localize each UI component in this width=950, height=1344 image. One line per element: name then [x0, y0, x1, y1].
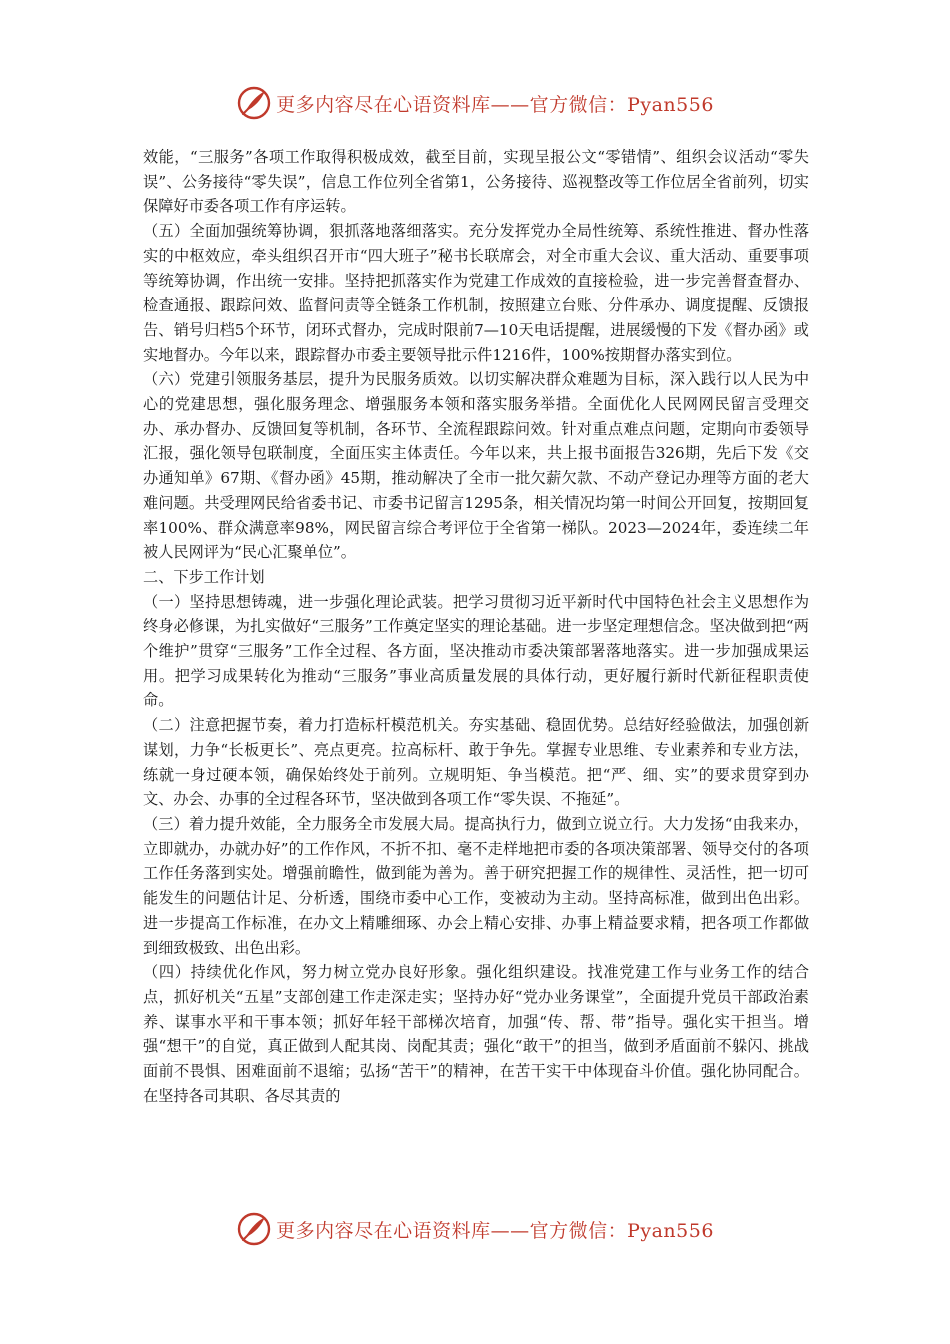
- paragraph-plan-4: （四）持续优化作风，努力树立党办良好形象。强化组织建设。找准党建工作与业务工作的结合点，抓好机关“五星”支部创建工作走深走实；坚持办好“党办业务课堂”，全面提升党员干部政治素养、谋事水平和干事本领；抓好年轻干部梯次培育，加强“传、帮、带”指导。强化实干担当。增强“想干”的自觉，真正做到人配其岗、岗配其责；强化“敢干”的担当，做到矛盾面前不躲闪、挑战面前不畏惧、困难面前不退缩；弘扬“苦干”的精神，在苦干实干中体现奋斗价值。强化协同配合。在坚持各司其职、各尽其责的: [143, 963, 809, 1105]
- paragraph-plan-2: （二）注意把握节奏，着力打造标杆模范机关。夯实基础、稳固优势。总结好经验做法，加强创新谋划，力争“长板更长”、亮点更亮。拉高标杆、敢于争先。掌握专业思维、专业素养和专业方法，练就一身过硬本领，确保始终处于前列。立规明矩、争当模范。把“严、细、实”的要求贯穿到办文、办会、办事的全过程各环节，坚决做到各项工作“零失误、不拖延”。: [143, 716, 809, 809]
- paragraph-item-5: （五）全面加强统筹协调，狠抓落地落细落实。充分发挥党办全局性统筹、系统性推进、督办性落实的中枢效应，牵头组织召开市“四大班子”秘书长联席会，对全市重大会议、重大活动、重要事项等统筹协调，作出统一安排。坚持把抓落实作为党建工作成效的直接检验，进一步完善督查督办、检查通报、跟踪问效、监督问责等全链条工作机制，按照建立台账、分件承办、调度提醒、反馈报告、销号归档5个环节，闭环式督办，完成时限前7—10天电话提醒，进展缓慢的下发《督办函》或实地督办。今年以来，跟踪督办市委主要领导批示件1216件，100%按期督办落实到位。: [143, 222, 809, 364]
- header-watermark-text: 更多内容尽在心语资料库——官方微信：Pyan556: [276, 93, 714, 116]
- paragraph-plan-3: （三）着力提升效能，全力服务全市发展大局。提高执行力，做到立说立行。大力发扬“由我来办，立即就办，办就办好”的工作作风，不折不扣、毫不走样地把市委的各项决策部署、领导交付的各项工作任务落到实处。增强前瞻性，做到能为善为。善于研究把握工作的规律性、灵活性，把一切可能发生的问题估计足、分析透，围绕市委中心工作，变被动为主动。坚持高标准，做到出色出彩。进一步提高工作标准，在办文上精雕细琢、办会上精心安排、办事上精益要求精，把各项工作都做到细致极致、出色出彩。: [143, 814, 809, 957]
- paragraph-plan-1: （一）坚持思想铸魂，进一步强化理论武装。把学习贯彻习近平新时代中国特色社会主义思想作为终身必修课，为扎实做好“三服务”工作奠定坚实的理论基础。进一步坚定理想信念。坚决做到把“两个维护”贯穿“三服务”工作全过程、各方面，坚决推动市委决策部署落地落实。进一步加强成果运用。把学习成果转化为推动“三服务”事业高质量发展的具体行动，更好履行新时代新征程职责使命。: [143, 592, 809, 710]
- header-watermark-banner: [0, 83, 950, 123]
- document-body: [143, 145, 809, 1108]
- footer-watermark-banner: [0, 1209, 950, 1249]
- feather-pen-logo-icon: [236, 1211, 272, 1247]
- section-heading-next-plan: 二、下步工作计划: [143, 567, 265, 586]
- paragraph-item-6: （六）党建引领服务基层，提升为民服务质效。以切实解决群众难题为目标，深入践行以人民为中心的党建思想，强化服务理念、增强服务本领和落实服务举措。全面优化人民网网民留言受理交办、承办督办、反馈回复等机制，各环节、全流程跟踪问效。针对重点难点问题，定期向市委领导汇报，强化领导包联制度，全面压实主体责任。今年以来，共上报书面报告326期，先后下发《交办通知单》67期、《督办函》45期，推动解决了全市一批欠薪欠款、不动产登记办理等方面的老大难问题。共受理网民给省委书记、市委书记留言1295条，相关情况均第一时间公开回复，按期回复率100%、群众满意率98%，网民留言综合考评位于全省第一梯队。2023—2024年，委连续二年被人民网评为“民心汇聚单位”。: [143, 370, 809, 562]
- footer-watermark-text: 更多内容尽在心语资料库——官方微信：Pyan556: [276, 1219, 714, 1242]
- feather-pen-logo-icon: [236, 85, 272, 121]
- paragraph-summary-continuation: 效能，“三服务”各项工作取得积极成效，截至目前，实现呈报公文“零错情”、组织会议活动“零失误”、公务接待“零失误”，信息工作位列全省第1，公务接待、巡视整改等工作位居全省前列，切实保障好市委各项工作有序运转。: [143, 148, 809, 216]
